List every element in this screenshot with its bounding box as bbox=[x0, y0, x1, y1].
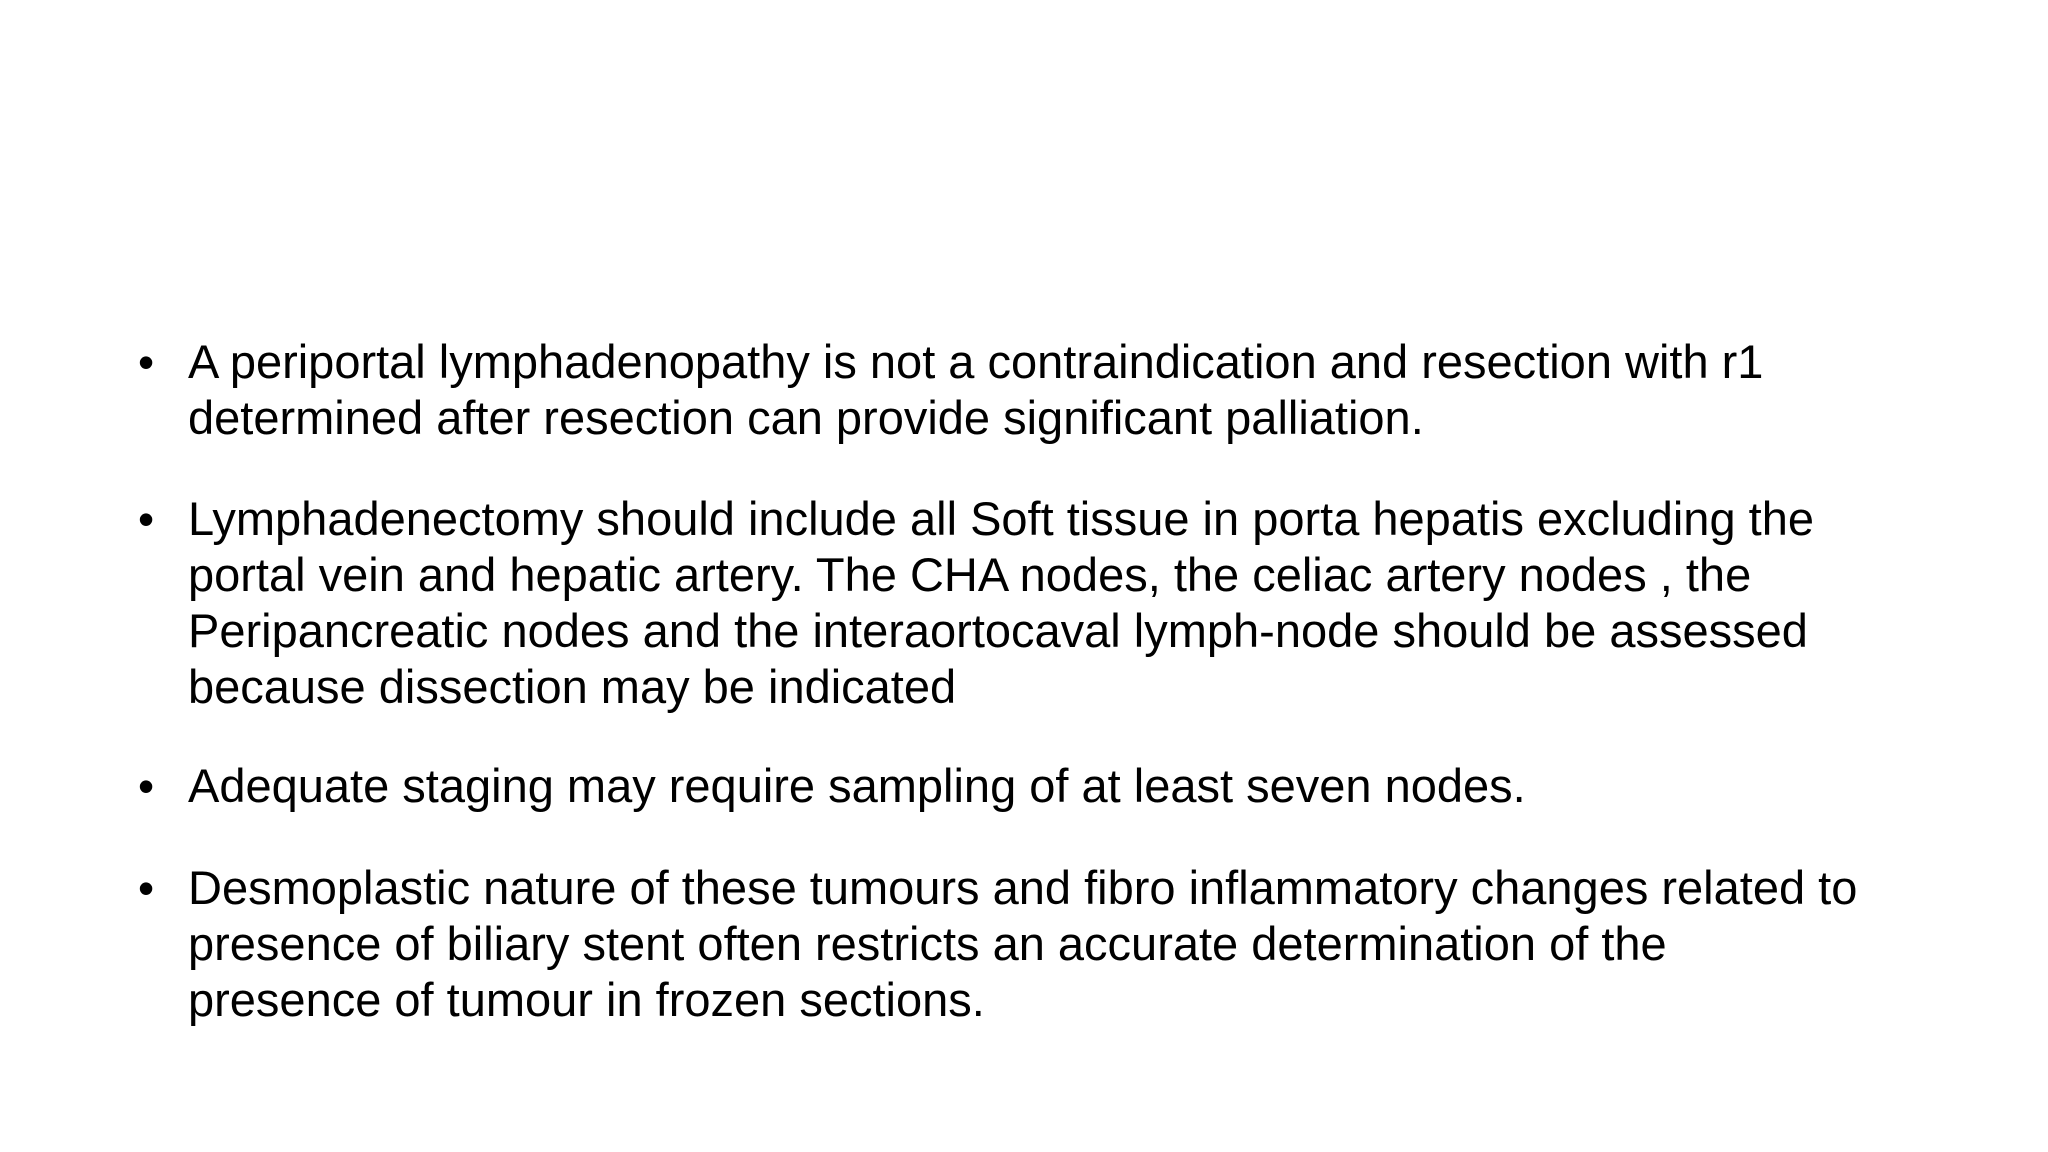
bullet-text: A periportal lymphadenopathy is not a contraindication and resection with r1 determined after resection can provide significant palliation. bbox=[188, 335, 1764, 444]
bullet-text: Desmoplastic nature of these tumours and fibro inflammatory changes related to presence of biliary stent often restricts an accurate determination of the presence of tumour in frozen sections. bbox=[188, 861, 1858, 1026]
bullet-dot-icon: • bbox=[138, 862, 155, 914]
bullet-dot-icon: • bbox=[138, 760, 155, 812]
bullet-text: Adequate staging may require sampling of at least seven nodes. bbox=[188, 759, 1526, 812]
bullet-dot-icon: • bbox=[138, 336, 155, 388]
bullet-text: Lymphadenectomy should include all Soft tissue in porta hepatis excluding the portal vein and hepatic artery. The CHA nodes, the celiac artery nodes , the Peripancreatic nodes and the interaortocaval lymph-node should be assessed because dissection may be indicated bbox=[188, 492, 1814, 713]
bullet-dot-icon: • bbox=[138, 493, 155, 545]
